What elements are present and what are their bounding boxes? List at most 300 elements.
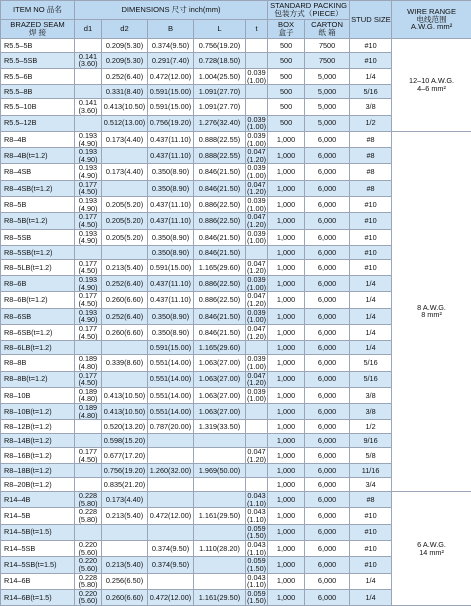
wire-range-mm2: 4–6 mm²: [393, 85, 470, 93]
cell-box: 1,000: [268, 464, 305, 478]
cell-d2: 0.520(13.20): [102, 420, 148, 434]
cell-d2: [102, 148, 148, 164]
cell-l: 1.091(27.70): [194, 85, 246, 99]
cell-d2: 0.598(15.20): [102, 434, 148, 448]
cell-l: [194, 434, 246, 448]
cell-d2: 0.413(10.50): [102, 387, 148, 403]
cell-box: 1,000: [268, 164, 305, 180]
cell-d1: 0.189 (4.80): [75, 387, 102, 403]
cell-d2: 0.209(5.30): [102, 39, 148, 53]
cell-d1: 0.189 (4.80): [75, 404, 102, 420]
cell-carton: 6,000: [305, 246, 350, 260]
cell-l: 0.846(21.50): [194, 180, 246, 196]
cell-stud: 9/16: [350, 434, 392, 448]
cell-box: 1,000: [268, 448, 305, 464]
cell-l: 1.091(27.70): [194, 99, 246, 115]
cell-d2: 0.252(6.40): [102, 308, 148, 324]
cell-d1: 0.177 (4.50): [75, 180, 102, 196]
cell-d1: [75, 115, 102, 131]
cell-box: 1,000: [268, 308, 305, 324]
cell-d1: [75, 464, 102, 478]
cell-l: 0.886(22.50): [194, 276, 246, 292]
cell-b: 0.472(12.00): [148, 589, 194, 605]
cell-stud: 1/4: [350, 589, 392, 605]
cell-d1: 0.177 (4.50): [75, 325, 102, 341]
cell-item: R8–6B: [1, 276, 75, 292]
cell-box: 1,000: [268, 540, 305, 556]
cell-t: 0.047 (1.20): [246, 371, 268, 387]
cell-stud: 5/16: [350, 85, 392, 99]
cell-b: 0.591(15.00): [148, 85, 194, 99]
cell-l: 1.063(27.00): [194, 387, 246, 403]
cell-d2: 0.205(5.20): [102, 229, 148, 245]
cell-d2: 0.173(4.40): [102, 491, 148, 507]
cell-item: R14–5B: [1, 508, 75, 524]
cell-l: 1.161(29.50): [194, 589, 246, 605]
cell-stud: 3/8: [350, 99, 392, 115]
cell-d2: 0.213(5.40): [102, 259, 148, 275]
cell-box: 1,000: [268, 276, 305, 292]
cell-b: [148, 491, 194, 507]
cell-t: [246, 52, 268, 68]
cell-item: R8–16B(t=1.2): [1, 448, 75, 464]
cell-carton: 6,000: [305, 308, 350, 324]
cell-item: R14–5SB: [1, 540, 75, 556]
cell-t: [246, 99, 268, 115]
cell-box: 1,000: [268, 292, 305, 308]
cell-carton: 6,000: [305, 131, 350, 147]
cell-stud: 1/4: [350, 325, 392, 341]
cell-box: 1,000: [268, 341, 305, 355]
cell-item: R8–12B(t=1.2): [1, 420, 75, 434]
cell-item: R14–4B: [1, 491, 75, 507]
cell-b: 0.551(14.00): [148, 387, 194, 403]
cell-item: R5.5–10B: [1, 99, 75, 115]
cell-item: R8–5B: [1, 197, 75, 213]
cell-b: 0.291(7.40): [148, 52, 194, 68]
cell-b: 0.350(8.90): [148, 308, 194, 324]
cell-stud: 1/2: [350, 420, 392, 434]
cell-box: 1,000: [268, 246, 305, 260]
cell-t: 0.039 (1.00): [246, 355, 268, 371]
cell-item: R8–8B(t=1.2): [1, 371, 75, 387]
cell-item: R5.5–5SB: [1, 52, 75, 68]
cell-d1: 0.193 (4.90): [75, 229, 102, 245]
wire-range-awg: 6 A.W.G.: [393, 541, 470, 549]
cell-l: 1.319(33.50): [194, 420, 246, 434]
cell-t: [246, 341, 268, 355]
cell-d2: [102, 246, 148, 260]
cell-l: 0.756(19.20): [194, 39, 246, 53]
cell-t: 0.047 (1.20): [246, 259, 268, 275]
cell-box: 1,000: [268, 589, 305, 605]
cell-d1: [75, 341, 102, 355]
carton-en: CARTON: [306, 21, 348, 29]
cell-t: [246, 420, 268, 434]
cell-t: 0.047 (1.20): [246, 292, 268, 308]
cell-item: R5.5–12B: [1, 115, 75, 131]
cell-carton: 5,000: [305, 99, 350, 115]
cell-b: [148, 524, 194, 540]
cell-l: [194, 557, 246, 573]
cell-d1: 0.193 (4.90): [75, 131, 102, 147]
cell-item: R8–14B(t=1.2): [1, 434, 75, 448]
cell-d1: 0.193 (4.90): [75, 276, 102, 292]
cell-item: R5.5–8B: [1, 85, 75, 99]
cell-b: [148, 478, 194, 492]
cell-d1: 0.189 (4.80): [75, 355, 102, 371]
cell-stud: 1/4: [350, 276, 392, 292]
wire-range-awg: 8 A.W.G.: [393, 304, 470, 312]
cell-carton: 6,000: [305, 292, 350, 308]
cell-t: [246, 478, 268, 492]
cell-carton: 7500: [305, 39, 350, 53]
cell-t: 0.039 (1.00): [246, 69, 268, 85]
cell-carton: 7500: [305, 52, 350, 68]
cell-d1: [75, 85, 102, 99]
cell-l: 1.004(25.50): [194, 69, 246, 85]
cell-d2: 0.413(10.50): [102, 99, 148, 115]
cell-d2: [102, 180, 148, 196]
cell-box: 1,000: [268, 404, 305, 420]
cell-box: 1,000: [268, 387, 305, 403]
cell-d1: 0.228 (5.80): [75, 573, 102, 589]
cell-l: [194, 524, 246, 540]
cell-carton: 6,000: [305, 434, 350, 448]
cell-carton: 6,000: [305, 448, 350, 464]
cell-t: 0.047 (1.20): [246, 325, 268, 341]
header-box: [268, 20, 305, 39]
cell-item: R8–10B: [1, 387, 75, 403]
cell-b: 0.437(11.10): [148, 148, 194, 164]
cell-carton: 6,000: [305, 589, 350, 605]
cell-stud: #10: [350, 508, 392, 524]
cell-b: 0.374(9.50): [148, 557, 194, 573]
cell-item: R8–4B(t=1.2): [1, 148, 75, 164]
cell-stud: 5/16: [350, 371, 392, 387]
cell-stud: 3/8: [350, 404, 392, 420]
cell-d2: 0.339(8.60): [102, 355, 148, 371]
cell-carton: 6,000: [305, 276, 350, 292]
cell-b: 0.350(8.90): [148, 229, 194, 245]
cell-d2: 0.173(4.40): [102, 131, 148, 147]
cell-stud: #10: [350, 213, 392, 229]
wire-range-cell: [392, 39, 471, 132]
cell-t: 0.039 (1.00): [246, 308, 268, 324]
cell-carton: 5,000: [305, 69, 350, 85]
header-d1: d1: [75, 20, 102, 39]
cell-carton: 6,000: [305, 464, 350, 478]
brazed-seam-cn: 焊 接: [2, 29, 73, 37]
cell-carton: 6,000: [305, 491, 350, 507]
cell-stud: 1/4: [350, 292, 392, 308]
cell-t: [246, 404, 268, 420]
header-packing: STANDARD PACKING 包装方式（PIECE）: [268, 1, 350, 20]
cell-b: 0.591(15.00): [148, 99, 194, 115]
header-t: t: [246, 20, 268, 39]
cell-t: 0.047 (1.20): [246, 180, 268, 196]
cell-item: R8–4B: [1, 131, 75, 147]
cell-b: 0.350(8.90): [148, 246, 194, 260]
cell-b: 0.591(15.00): [148, 341, 194, 355]
cell-b: 0.437(11.10): [148, 276, 194, 292]
cell-t: [246, 434, 268, 448]
cell-item: R5.5–5B: [1, 39, 75, 53]
cell-l: 0.886(22.50): [194, 213, 246, 229]
cell-d2: 0.173(4.40): [102, 164, 148, 180]
cell-t: [246, 464, 268, 478]
cell-d1: [75, 434, 102, 448]
cell-b: 0.374(9.50): [148, 39, 194, 53]
cell-l: 1.165(29.60): [194, 341, 246, 355]
cell-carton: 6,000: [305, 387, 350, 403]
cell-d2: [102, 524, 148, 540]
cell-d2: 0.677(17.20): [102, 448, 148, 464]
cell-d1: 0.177 (4.50): [75, 371, 102, 387]
cell-box: 1,000: [268, 478, 305, 492]
cell-d1: [75, 420, 102, 434]
cell-item: R14–6B: [1, 573, 75, 589]
cell-d2: 0.209(5.30): [102, 52, 148, 68]
cell-t: 0.039 (1.00): [246, 131, 268, 147]
cell-d2: 0.756(19.20): [102, 464, 148, 478]
cell-stud: 1/4: [350, 573, 392, 589]
brazed-seam-en: BRAZED SEAM: [2, 21, 73, 29]
cell-d2: 0.260(6.60): [102, 325, 148, 341]
cell-stud: #10: [350, 229, 392, 245]
header-brazed-seam: [1, 20, 75, 39]
cell-d1: 0.193 (4.90): [75, 148, 102, 164]
wire-range-awg: 12–10 A.W.G.: [393, 77, 470, 85]
cell-item: R8–5LB(t=1.2): [1, 259, 75, 275]
cell-b: 0.551(14.00): [148, 371, 194, 387]
cell-l: 1.161(29.50): [194, 508, 246, 524]
cell-d1: 0.228 (5.80): [75, 491, 102, 507]
cell-b: 0.437(11.10): [148, 292, 194, 308]
cell-stud: #10: [350, 52, 392, 68]
cell-b: [148, 448, 194, 464]
cell-d1: 0.141 (3.60): [75, 52, 102, 68]
cell-l: 1.276(32.40): [194, 115, 246, 131]
wire-range-en: WIRE RANGE: [393, 8, 470, 16]
cell-item: R8–6B(t=1.2): [1, 292, 75, 308]
cell-l: 0.888(22.55): [194, 148, 246, 164]
cell-b: 0.350(8.90): [148, 180, 194, 196]
cell-item: R8–4SB: [1, 164, 75, 180]
cell-box: 1,000: [268, 434, 305, 448]
cell-t: 0.047 (1.20): [246, 448, 268, 464]
cell-l: 0.846(21.50): [194, 308, 246, 324]
cell-d2: 0.213(5.40): [102, 557, 148, 573]
cell-l: 1.063(27.00): [194, 404, 246, 420]
cell-d2: 0.260(6.60): [102, 292, 148, 308]
wire-range-mm2: 14 mm²: [393, 549, 470, 557]
cell-carton: 5,000: [305, 85, 350, 99]
cell-d1: 0.177 (4.50): [75, 448, 102, 464]
cell-carton: 6,000: [305, 478, 350, 492]
cell-l: [194, 478, 246, 492]
cell-l: 0.846(21.50): [194, 325, 246, 341]
cell-d2: [102, 341, 148, 355]
cell-t: [246, 246, 268, 260]
header-b: B: [148, 20, 194, 39]
cell-d1: [75, 246, 102, 260]
cell-d2: 0.205(5.20): [102, 213, 148, 229]
cell-d1: 0.177 (4.50): [75, 292, 102, 308]
cell-item: R8–5B(t=1.2): [1, 213, 75, 229]
cell-carton: 6,000: [305, 213, 350, 229]
cell-d1: [75, 39, 102, 53]
cell-t: [246, 85, 268, 99]
cell-box: 1,000: [268, 259, 305, 275]
header-wire-range: [392, 1, 471, 39]
cell-l: [194, 573, 246, 589]
cell-carton: 6,000: [305, 524, 350, 540]
cell-t: 0.059 (1.50): [246, 524, 268, 540]
cell-t: 0.039 (1.00): [246, 197, 268, 213]
cell-t: 0.059 (1.50): [246, 557, 268, 573]
cell-b: 0.350(8.90): [148, 164, 194, 180]
spec-table-body: [1, 39, 471, 606]
cell-carton: 6,000: [305, 325, 350, 341]
cell-b: 0.437(11.10): [148, 197, 194, 213]
cell-b: 0.350(8.90): [148, 325, 194, 341]
cell-d2: 0.413(10.50): [102, 404, 148, 420]
cell-d2: 0.331(8.40): [102, 85, 148, 99]
cell-carton: 6,000: [305, 420, 350, 434]
cell-d2: 0.256(6.50): [102, 573, 148, 589]
cell-d2: [102, 540, 148, 556]
cell-box: 1,000: [268, 148, 305, 164]
cell-stud: #8: [350, 131, 392, 147]
cell-item: R8–5SB: [1, 229, 75, 245]
cell-t: 0.043 (1.10): [246, 508, 268, 524]
cell-d1: 0.177 (4.50): [75, 213, 102, 229]
cell-item: R14–6B(t=1.5): [1, 589, 75, 605]
cell-d2: 0.252(6.40): [102, 276, 148, 292]
cell-b: [148, 573, 194, 589]
cell-d2: 0.213(5.40): [102, 508, 148, 524]
carton-cn: 纸 箱: [306, 29, 348, 37]
wire-range-cn: 电线范围: [393, 16, 470, 24]
cell-carton: 6,000: [305, 180, 350, 196]
header-l: L: [194, 20, 246, 39]
cell-d2: 0.260(6.60): [102, 589, 148, 605]
cell-box: 1,000: [268, 491, 305, 507]
cell-b: 0.551(14.00): [148, 355, 194, 371]
cell-carton: 6,000: [305, 341, 350, 355]
cell-box: 500: [268, 39, 305, 53]
cell-carton: 6,000: [305, 540, 350, 556]
cell-b: 1.260(32.00): [148, 464, 194, 478]
cell-carton: 6,000: [305, 573, 350, 589]
cell-item: R14–5SB(t=1.5): [1, 557, 75, 573]
cell-item: R8–6SB: [1, 308, 75, 324]
cell-l: [194, 448, 246, 464]
wire-range-cell: [392, 131, 471, 491]
cell-d1: 0.220 (5.60): [75, 557, 102, 573]
header-dimensions: DIMENSIONS 尺寸 inch(mm): [75, 1, 268, 20]
cell-d2: 0.835(21.20): [102, 478, 148, 492]
cell-l: 0.846(21.50): [194, 246, 246, 260]
cell-stud: #8: [350, 164, 392, 180]
cell-box: 1,000: [268, 197, 305, 213]
cell-t: 0.039 (1.00): [246, 387, 268, 403]
cell-box: 500: [268, 69, 305, 85]
table-row: [1, 491, 471, 507]
cell-b: 0.472(12.00): [148, 69, 194, 85]
cell-box: 1,000: [268, 355, 305, 371]
cell-box: 1,000: [268, 180, 305, 196]
cell-stud: #10: [350, 197, 392, 213]
cell-l: 1.110(28.20): [194, 540, 246, 556]
cell-d2: 0.205(5.20): [102, 197, 148, 213]
cell-stud: 5/16: [350, 355, 392, 371]
cell-l: 0.728(18.50): [194, 52, 246, 68]
cell-carton: 6,000: [305, 229, 350, 245]
cell-d1: 0.220 (5.60): [75, 589, 102, 605]
cell-b: 0.437(11.10): [148, 213, 194, 229]
cell-t: 0.043 (1.10): [246, 573, 268, 589]
header-d2: d2: [102, 20, 148, 39]
cell-carton: 6,000: [305, 355, 350, 371]
cell-l: 1.063(27.00): [194, 355, 246, 371]
cell-carton: 6,000: [305, 404, 350, 420]
cell-item: R8–6LB(t=1.2): [1, 341, 75, 355]
cell-t: 0.039 (1.00): [246, 229, 268, 245]
cell-box: 1,000: [268, 325, 305, 341]
cell-l: 0.886(22.50): [194, 292, 246, 308]
header-stud-size: STUD SIZE: [350, 1, 392, 39]
cell-stud: 1/4: [350, 308, 392, 324]
cell-box: 1,000: [268, 371, 305, 387]
cell-stud: 1/4: [350, 69, 392, 85]
cell-d1: 0.141 (3.60): [75, 99, 102, 115]
cell-item: R8–18B(t=1.2): [1, 464, 75, 478]
cell-d1: 0.193 (4.90): [75, 197, 102, 213]
table-row: [1, 39, 471, 53]
cell-t: 0.043 (1.10): [246, 540, 268, 556]
cell-stud: #8: [350, 491, 392, 507]
cell-box: 1,000: [268, 508, 305, 524]
cell-carton: 5,000: [305, 115, 350, 131]
cell-item: R8–8B: [1, 355, 75, 371]
cell-t: 0.047 (1.20): [246, 148, 268, 164]
cell-box: 500: [268, 99, 305, 115]
cell-item: R8–20B(t=1.2): [1, 478, 75, 492]
cell-box: 1,000: [268, 557, 305, 573]
cell-carton: 6,000: [305, 148, 350, 164]
cell-item: R8–5SB(t=1.2): [1, 246, 75, 260]
cell-box: 1,000: [268, 229, 305, 245]
cell-d2: 0.252(6.40): [102, 69, 148, 85]
cell-t: 0.039 (1.00): [246, 164, 268, 180]
cell-stud: 1/2: [350, 115, 392, 131]
cell-b: 0.472(12.00): [148, 508, 194, 524]
cell-t: 0.059 (1.50): [246, 589, 268, 605]
box-en: BOX: [269, 21, 303, 29]
cell-carton: 6,000: [305, 508, 350, 524]
cell-item: R8–4SB(t=1.2): [1, 180, 75, 196]
cell-b: 0.437(11.10): [148, 131, 194, 147]
cell-stud: #10: [350, 259, 392, 275]
cell-d1: [75, 69, 102, 85]
cell-item: R8–10B(t=1.2): [1, 404, 75, 420]
box-cn: 盒子: [269, 29, 303, 37]
cell-carton: 6,000: [305, 259, 350, 275]
cell-item: R8–6SB(t=1.2): [1, 325, 75, 341]
cell-box: 500: [268, 52, 305, 68]
